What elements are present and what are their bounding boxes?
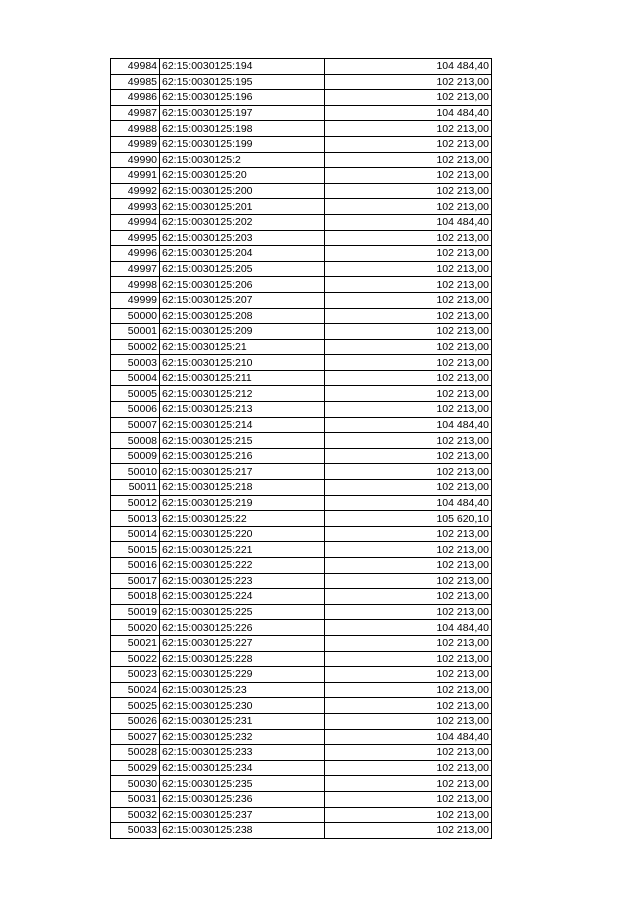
table-row bbox=[111, 604, 492, 620]
cadastral-value-cell: 102 213,00 bbox=[325, 635, 492, 651]
cadastral-value-cell: 102 213,00 bbox=[325, 324, 492, 340]
table-row bbox=[111, 807, 492, 823]
cadastral-value-cell: 105 620,10 bbox=[325, 511, 492, 527]
row-number-cell: 50008 bbox=[111, 433, 160, 449]
cadastral-number-cell: 62:15:0030125:204 bbox=[160, 246, 325, 262]
cadastral-number-cell: 62:15:0030125:21 bbox=[160, 339, 325, 355]
table-row bbox=[111, 635, 492, 651]
row-number-cell: 49989 bbox=[111, 136, 160, 152]
row-number-cell: 50024 bbox=[111, 682, 160, 698]
cadastral-number-cell: 62:15:0030125:227 bbox=[160, 635, 325, 651]
table-row bbox=[111, 370, 492, 386]
cadastral-number-cell: 62:15:0030125:195 bbox=[160, 74, 325, 90]
cadastral-value-cell: 102 213,00 bbox=[325, 339, 492, 355]
cadastral-value-cell: 102 213,00 bbox=[325, 807, 492, 823]
cadastral-value-cell: 102 213,00 bbox=[325, 713, 492, 729]
cadastral-number-cell: 62:15:0030125:214 bbox=[160, 417, 325, 433]
cadastral-number-cell: 62:15:0030125:207 bbox=[160, 292, 325, 308]
table-row bbox=[111, 246, 492, 262]
row-number-cell: 50012 bbox=[111, 495, 160, 511]
row-number-cell: 49991 bbox=[111, 168, 160, 184]
cadastral-number-cell: 62:15:0030125:197 bbox=[160, 105, 325, 121]
cadastral-value-cell: 102 213,00 bbox=[325, 74, 492, 90]
table-row bbox=[111, 308, 492, 324]
cadastral-number-cell: 62:15:0030125:233 bbox=[160, 745, 325, 761]
cadastral-number-cell: 62:15:0030125:201 bbox=[160, 199, 325, 215]
table-row bbox=[111, 682, 492, 698]
table-body bbox=[111, 59, 492, 839]
table-row bbox=[111, 90, 492, 106]
row-number-cell: 49999 bbox=[111, 292, 160, 308]
row-number-cell: 49986 bbox=[111, 90, 160, 106]
cadastral-value-cell: 102 213,00 bbox=[325, 246, 492, 262]
cadastral-number-cell: 62:15:0030125:196 bbox=[160, 90, 325, 106]
table-row bbox=[111, 776, 492, 792]
table-row bbox=[111, 745, 492, 761]
cadastral-number-cell: 62:15:0030125:221 bbox=[160, 542, 325, 558]
table-row bbox=[111, 417, 492, 433]
table-row bbox=[111, 105, 492, 121]
cadastral-number-cell: 62:15:0030125:203 bbox=[160, 230, 325, 246]
row-number-cell: 50016 bbox=[111, 558, 160, 574]
table-row bbox=[111, 760, 492, 776]
cadastral-number-cell: 62:15:0030125:220 bbox=[160, 526, 325, 542]
cadastral-value-cell: 102 213,00 bbox=[325, 542, 492, 558]
table-row bbox=[111, 651, 492, 667]
row-number-cell: 49984 bbox=[111, 59, 160, 75]
row-number-cell: 50027 bbox=[111, 729, 160, 745]
cadastral-value-cell: 102 213,00 bbox=[325, 651, 492, 667]
table-row bbox=[111, 729, 492, 745]
cadastral-value-cell: 102 213,00 bbox=[325, 791, 492, 807]
table-row bbox=[111, 448, 492, 464]
cadastral-number-cell: 62:15:0030125:198 bbox=[160, 121, 325, 137]
cadastral-number-cell: 62:15:0030125:225 bbox=[160, 604, 325, 620]
cadastral-value-cell: 102 213,00 bbox=[325, 277, 492, 293]
table-row bbox=[111, 199, 492, 215]
cadastral-number-cell: 62:15:0030125:228 bbox=[160, 651, 325, 667]
cadastral-number-cell: 62:15:0030125:215 bbox=[160, 433, 325, 449]
row-number-cell: 50031 bbox=[111, 791, 160, 807]
row-number-cell: 50018 bbox=[111, 589, 160, 605]
table-row bbox=[111, 433, 492, 449]
cadastral-value-cell: 102 213,00 bbox=[325, 558, 492, 574]
table-row bbox=[111, 74, 492, 90]
cadastral-number-cell: 62:15:0030125:22 bbox=[160, 511, 325, 527]
table-row bbox=[111, 495, 492, 511]
row-number-cell: 50010 bbox=[111, 464, 160, 480]
table-row bbox=[111, 526, 492, 542]
cadastral-value-cell: 104 484,40 bbox=[325, 729, 492, 745]
row-number-cell: 50032 bbox=[111, 807, 160, 823]
row-number-cell: 50020 bbox=[111, 620, 160, 636]
cadastral-number-cell: 62:15:0030125:236 bbox=[160, 791, 325, 807]
cadastral-value-cell: 104 484,40 bbox=[325, 214, 492, 230]
row-number-cell: 49998 bbox=[111, 277, 160, 293]
row-number-cell: 50007 bbox=[111, 417, 160, 433]
cadastral-number-cell: 62:15:0030125:194 bbox=[160, 59, 325, 75]
cadastral-number-cell: 62:15:0030125:212 bbox=[160, 386, 325, 402]
table-row bbox=[111, 261, 492, 277]
cadastral-value-cell: 102 213,00 bbox=[325, 667, 492, 683]
table-row bbox=[111, 168, 492, 184]
row-number-cell: 50017 bbox=[111, 573, 160, 589]
table-row bbox=[111, 698, 492, 714]
cadastral-number-cell: 62:15:0030125:211 bbox=[160, 370, 325, 386]
cadastral-value-cell: 102 213,00 bbox=[325, 261, 492, 277]
table-row bbox=[111, 183, 492, 199]
table-row bbox=[111, 324, 492, 340]
row-number-cell: 50023 bbox=[111, 667, 160, 683]
cadastral-number-cell: 62:15:0030125:231 bbox=[160, 713, 325, 729]
row-number-cell: 49985 bbox=[111, 74, 160, 90]
cadastral-number-cell: 62:15:0030125:224 bbox=[160, 589, 325, 605]
cadastral-value-cell: 102 213,00 bbox=[325, 292, 492, 308]
row-number-cell: 50000 bbox=[111, 308, 160, 324]
row-number-cell: 50006 bbox=[111, 402, 160, 418]
table-row bbox=[111, 230, 492, 246]
row-number-cell: 50033 bbox=[111, 823, 160, 839]
table-row bbox=[111, 292, 492, 308]
cadastral-number-cell: 62:15:0030125:209 bbox=[160, 324, 325, 340]
cadastral-number-cell: 62:15:0030125:232 bbox=[160, 729, 325, 745]
row-number-cell: 49992 bbox=[111, 183, 160, 199]
cadastral-value-cell: 102 213,00 bbox=[325, 776, 492, 792]
cadastral-number-cell: 62:15:0030125:234 bbox=[160, 760, 325, 776]
row-number-cell: 50025 bbox=[111, 698, 160, 714]
row-number-cell: 50003 bbox=[111, 355, 160, 371]
table-row bbox=[111, 713, 492, 729]
cadastral-value-cell: 102 213,00 bbox=[325, 402, 492, 418]
cadastral-value-cell: 102 213,00 bbox=[325, 464, 492, 480]
cadastral-value-table bbox=[110, 58, 492, 839]
row-number-cell: 50028 bbox=[111, 745, 160, 761]
cadastral-value-cell: 104 484,40 bbox=[325, 495, 492, 511]
cadastral-value-cell: 102 213,00 bbox=[325, 168, 492, 184]
cadastral-value-cell: 102 213,00 bbox=[325, 573, 492, 589]
row-number-cell: 49994 bbox=[111, 214, 160, 230]
row-number-cell: 50014 bbox=[111, 526, 160, 542]
table-row bbox=[111, 464, 492, 480]
row-number-cell: 49987 bbox=[111, 105, 160, 121]
cadastral-value-cell: 102 213,00 bbox=[325, 136, 492, 152]
cadastral-value-cell: 104 484,40 bbox=[325, 620, 492, 636]
table-row bbox=[111, 136, 492, 152]
cadastral-value-cell: 102 213,00 bbox=[325, 433, 492, 449]
table-row bbox=[111, 558, 492, 574]
cadastral-number-cell: 62:15:0030125:20 bbox=[160, 168, 325, 184]
cadastral-value-cell: 102 213,00 bbox=[325, 199, 492, 215]
cadastral-number-cell: 62:15:0030125:23 bbox=[160, 682, 325, 698]
cadastral-value-cell: 104 484,40 bbox=[325, 59, 492, 75]
cadastral-value-cell: 102 213,00 bbox=[325, 745, 492, 761]
cadastral-value-cell: 102 213,00 bbox=[325, 604, 492, 620]
cadastral-value-cell: 102 213,00 bbox=[325, 823, 492, 839]
row-number-cell: 50026 bbox=[111, 713, 160, 729]
table-row bbox=[111, 214, 492, 230]
row-number-cell: 50013 bbox=[111, 511, 160, 527]
row-number-cell: 49997 bbox=[111, 261, 160, 277]
cadastral-value-cell: 102 213,00 bbox=[325, 152, 492, 168]
cadastral-value-cell: 104 484,40 bbox=[325, 105, 492, 121]
cadastral-number-cell: 62:15:0030125:205 bbox=[160, 261, 325, 277]
table-row bbox=[111, 121, 492, 137]
row-number-cell: 50021 bbox=[111, 635, 160, 651]
cadastral-value-cell: 102 213,00 bbox=[325, 448, 492, 464]
cadastral-value-cell: 102 213,00 bbox=[325, 370, 492, 386]
cadastral-number-cell: 62:15:0030125:226 bbox=[160, 620, 325, 636]
cadastral-value-cell: 102 213,00 bbox=[325, 355, 492, 371]
row-number-cell: 49996 bbox=[111, 246, 160, 262]
table-row bbox=[111, 339, 492, 355]
cadastral-number-cell: 62:15:0030125:229 bbox=[160, 667, 325, 683]
cadastral-number-cell: 62:15:0030125:238 bbox=[160, 823, 325, 839]
cadastral-value-cell: 102 213,00 bbox=[325, 183, 492, 199]
cadastral-value-cell: 102 213,00 bbox=[325, 589, 492, 605]
cadastral-value-cell: 102 213,00 bbox=[325, 480, 492, 496]
table-row bbox=[111, 480, 492, 496]
table-row bbox=[111, 667, 492, 683]
row-number-cell: 50022 bbox=[111, 651, 160, 667]
table-row bbox=[111, 277, 492, 293]
table-row bbox=[111, 402, 492, 418]
row-number-cell: 50009 bbox=[111, 448, 160, 464]
cadastral-number-cell: 62:15:0030125:208 bbox=[160, 308, 325, 324]
cadastral-value-cell: 102 213,00 bbox=[325, 90, 492, 106]
cadastral-number-cell: 62:15:0030125:213 bbox=[160, 402, 325, 418]
cadastral-value-cell: 102 213,00 bbox=[325, 121, 492, 137]
table-row bbox=[111, 355, 492, 371]
table-row bbox=[111, 620, 492, 636]
row-number-cell: 49990 bbox=[111, 152, 160, 168]
cadastral-value-cell: 102 213,00 bbox=[325, 698, 492, 714]
cadastral-number-cell: 62:15:0030125:2 bbox=[160, 152, 325, 168]
cadastral-number-cell: 62:15:0030125:223 bbox=[160, 573, 325, 589]
table-row bbox=[111, 511, 492, 527]
table-row bbox=[111, 573, 492, 589]
table-row bbox=[111, 542, 492, 558]
cadastral-value-cell: 102 213,00 bbox=[325, 682, 492, 698]
cadastral-number-cell: 62:15:0030125:235 bbox=[160, 776, 325, 792]
cadastral-number-cell: 62:15:0030125:217 bbox=[160, 464, 325, 480]
table-row bbox=[111, 589, 492, 605]
row-number-cell: 50001 bbox=[111, 324, 160, 340]
cadastral-value-cell: 102 213,00 bbox=[325, 760, 492, 776]
row-number-cell: 50005 bbox=[111, 386, 160, 402]
table-row bbox=[111, 59, 492, 75]
row-number-cell: 49988 bbox=[111, 121, 160, 137]
cadastral-number-cell: 62:15:0030125:206 bbox=[160, 277, 325, 293]
cadastral-number-cell: 62:15:0030125:202 bbox=[160, 214, 325, 230]
cadastral-number-cell: 62:15:0030125:200 bbox=[160, 183, 325, 199]
row-number-cell: 49993 bbox=[111, 199, 160, 215]
cadastral-value-cell: 102 213,00 bbox=[325, 308, 492, 324]
row-number-cell: 50030 bbox=[111, 776, 160, 792]
row-number-cell: 50015 bbox=[111, 542, 160, 558]
cadastral-number-cell: 62:15:0030125:199 bbox=[160, 136, 325, 152]
cadastral-value-cell: 104 484,40 bbox=[325, 417, 492, 433]
cadastral-number-cell: 62:15:0030125:216 bbox=[160, 448, 325, 464]
table-row bbox=[111, 791, 492, 807]
cadastral-number-cell: 62:15:0030125:219 bbox=[160, 495, 325, 511]
cadastral-number-cell: 62:15:0030125:237 bbox=[160, 807, 325, 823]
row-number-cell: 50004 bbox=[111, 370, 160, 386]
table-row bbox=[111, 152, 492, 168]
row-number-cell: 50011 bbox=[111, 480, 160, 496]
row-number-cell: 50019 bbox=[111, 604, 160, 620]
row-number-cell: 50002 bbox=[111, 339, 160, 355]
table-row bbox=[111, 823, 492, 839]
cadastral-number-cell: 62:15:0030125:218 bbox=[160, 480, 325, 496]
row-number-cell: 50029 bbox=[111, 760, 160, 776]
cadastral-value-cell: 102 213,00 bbox=[325, 230, 492, 246]
row-number-cell: 49995 bbox=[111, 230, 160, 246]
cadastral-number-cell: 62:15:0030125:210 bbox=[160, 355, 325, 371]
cadastral-value-cell: 102 213,00 bbox=[325, 526, 492, 542]
table-row bbox=[111, 386, 492, 402]
cadastral-number-cell: 62:15:0030125:230 bbox=[160, 698, 325, 714]
cadastral-value-cell: 102 213,00 bbox=[325, 386, 492, 402]
cadastral-number-cell: 62:15:0030125:222 bbox=[160, 558, 325, 574]
